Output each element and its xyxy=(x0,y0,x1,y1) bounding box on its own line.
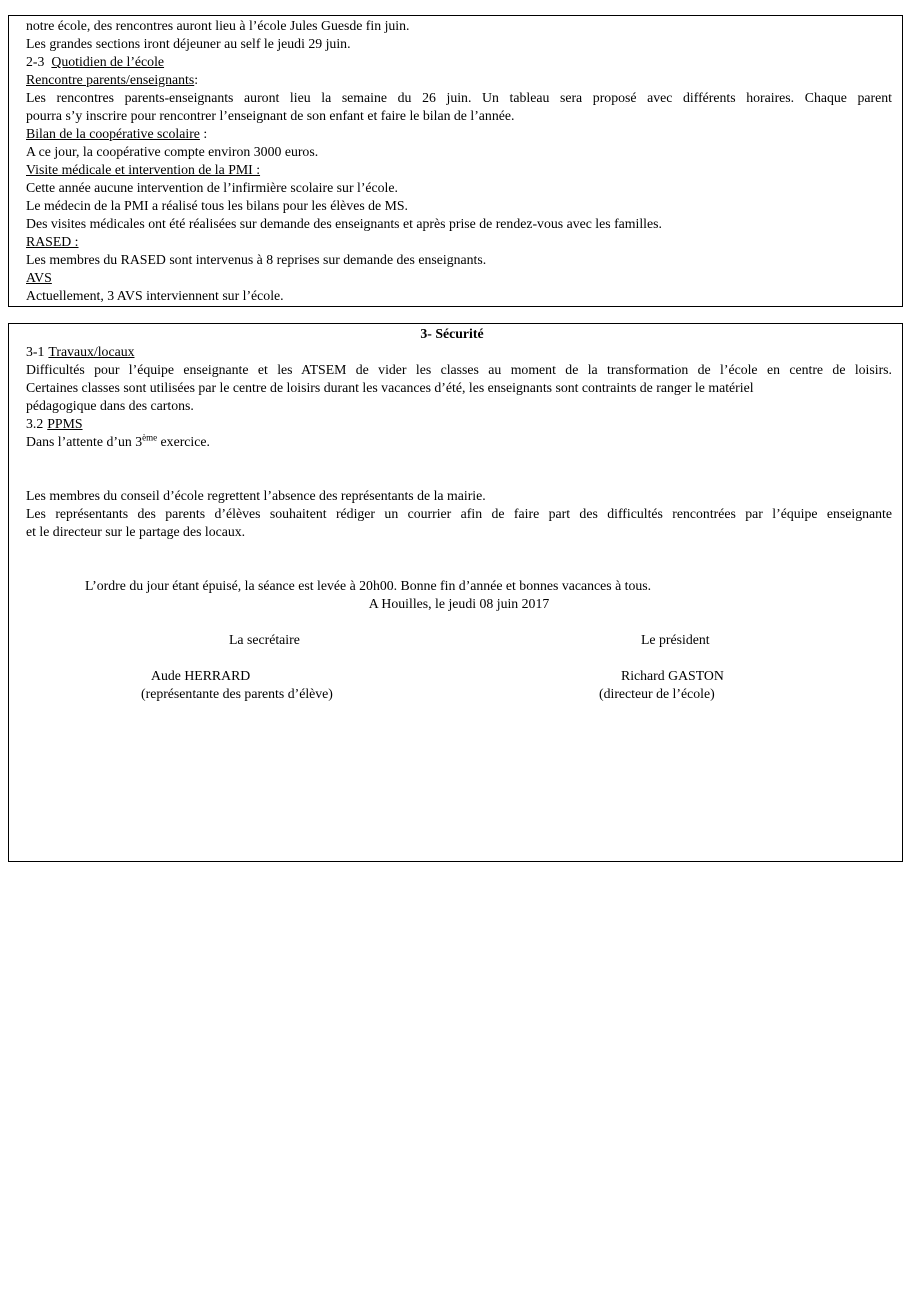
subsection-3-2-heading xyxy=(26,415,892,433)
topic-title: Rencontre parents/enseignants xyxy=(26,72,195,87)
colon: : xyxy=(199,126,208,141)
topic-heading-avs xyxy=(26,269,892,287)
subsection-3-1-heading xyxy=(26,343,892,361)
text-line: Les grandes sections iront déjeuner au self le jeudi 29 juin. xyxy=(26,36,351,51)
remark-line: et le directeur sur le partage des locaux. xyxy=(26,524,246,539)
president-name: Richard GASTON xyxy=(621,668,724,683)
text-line: Le médecin de la PMI a réalisé tous les bilans pour les élèves de MS. xyxy=(26,198,408,213)
blank-line xyxy=(26,541,892,559)
subsection-number: 3.2 xyxy=(26,416,44,431)
secretary-role-label: La secrétaire xyxy=(229,632,300,647)
president-role-label: Le président xyxy=(641,632,710,647)
ordinal-superscript: ème xyxy=(142,432,158,443)
blank-line xyxy=(26,649,892,667)
ppms-line xyxy=(26,433,892,451)
topic-title: Visite médicale et intervention de la PMI : xyxy=(26,162,261,177)
paragraph-line: pédagogique dans des cartons. xyxy=(26,398,194,413)
text-line: notre école, des rencontres auront lieu à l’école Jules Guesde fin juin. xyxy=(26,18,410,33)
subsection-number: 2-3 xyxy=(26,54,45,69)
ppms-text: exercice. xyxy=(157,434,210,449)
paragraph-line: pourra s’y inscrire pour rencontrer l’enseignant de son enfant et faire le bilan de l’année. xyxy=(26,108,515,123)
subsection-title: PPMS xyxy=(47,416,83,431)
topic-heading-cooperative xyxy=(26,125,892,143)
topic-title: Bilan de la coopérative scolaire xyxy=(26,126,200,141)
paragraph-line: Les rencontres parents-enseignants auront lieu la semaine du 26 juin. Un tableau sera proposé avec différents horaires. Chaque parent xyxy=(26,90,892,105)
blank-line xyxy=(26,469,892,487)
colon: : xyxy=(194,72,199,87)
blank-line xyxy=(26,613,892,631)
text-line: Cette année aucune intervention de l’infirmière scolaire sur l’école. xyxy=(26,180,398,195)
remark-line: Les représentants des parents d’élèves souhaitent rédiger un courrier afin de faire part des difficultés rencontrées par l’équipe enseignante xyxy=(26,506,892,521)
subsection-number: 3-1 xyxy=(26,344,45,359)
paragraph-line: Difficultés pour l’équipe enseignante et les ATSEM de vider les classes au moment de la transformation de l’école en centre de loisirs. xyxy=(26,362,892,377)
remark-line: Les membres du conseil d’école regrettent l’absence des représentants de la mairie. xyxy=(26,488,486,503)
dateline: A Houilles, le jeudi 08 juin 2017 xyxy=(368,596,550,611)
subsection-title: Travaux/locaux xyxy=(48,344,135,359)
minutes-section2-box xyxy=(8,15,903,307)
text-line: Actuellement, 3 AVS interviennent sur l’école. xyxy=(26,288,284,303)
topic-heading-rencontre xyxy=(26,71,892,89)
ppms-text: Dans l’attente d’un 3 xyxy=(26,434,143,449)
signature-titles-row xyxy=(26,685,892,703)
president-description: (directeur de l’école) xyxy=(599,686,715,701)
signature-roles-row xyxy=(26,631,892,649)
closing-statement: L’ordre du jour étant épuisé, la séance est levée à 20h00. Bonne fin d’année et bonnes vacances à tous. xyxy=(85,578,652,593)
paragraph-line: Certaines classes sont utilisées par le centre de loisirs durant les vacances d’été, les enseignants sont contraints de ranger le matériel xyxy=(26,380,754,395)
blank-line xyxy=(26,451,892,469)
topic-heading-rased xyxy=(26,233,892,251)
section-heading: 3- Sécurité xyxy=(420,326,484,341)
subsection-title: Quotidien de l’école xyxy=(51,54,165,69)
text-line: Des visites médicales ont été réalisées sur demande des enseignants et après prise de rendez-vous avec les familles. xyxy=(26,216,662,231)
text-line: Les membres du RASED sont intervenus à 8 reprises sur demande des enseignants. xyxy=(26,252,487,267)
topic-heading-visite-medicale xyxy=(26,161,892,179)
blank-line xyxy=(26,559,892,577)
security-section-box xyxy=(8,323,903,862)
subsection-2-3-heading xyxy=(26,53,892,71)
topic-title: RASED : xyxy=(26,234,79,249)
secretary-name: Aude HERRARD xyxy=(151,668,251,683)
text-line: A ce jour, la coopérative compte environ 3000 euros. xyxy=(26,144,319,159)
topic-title: AVS xyxy=(26,270,52,285)
secretary-description: (représentante des parents d’élève) xyxy=(141,686,333,701)
signature-names-row xyxy=(26,667,892,685)
